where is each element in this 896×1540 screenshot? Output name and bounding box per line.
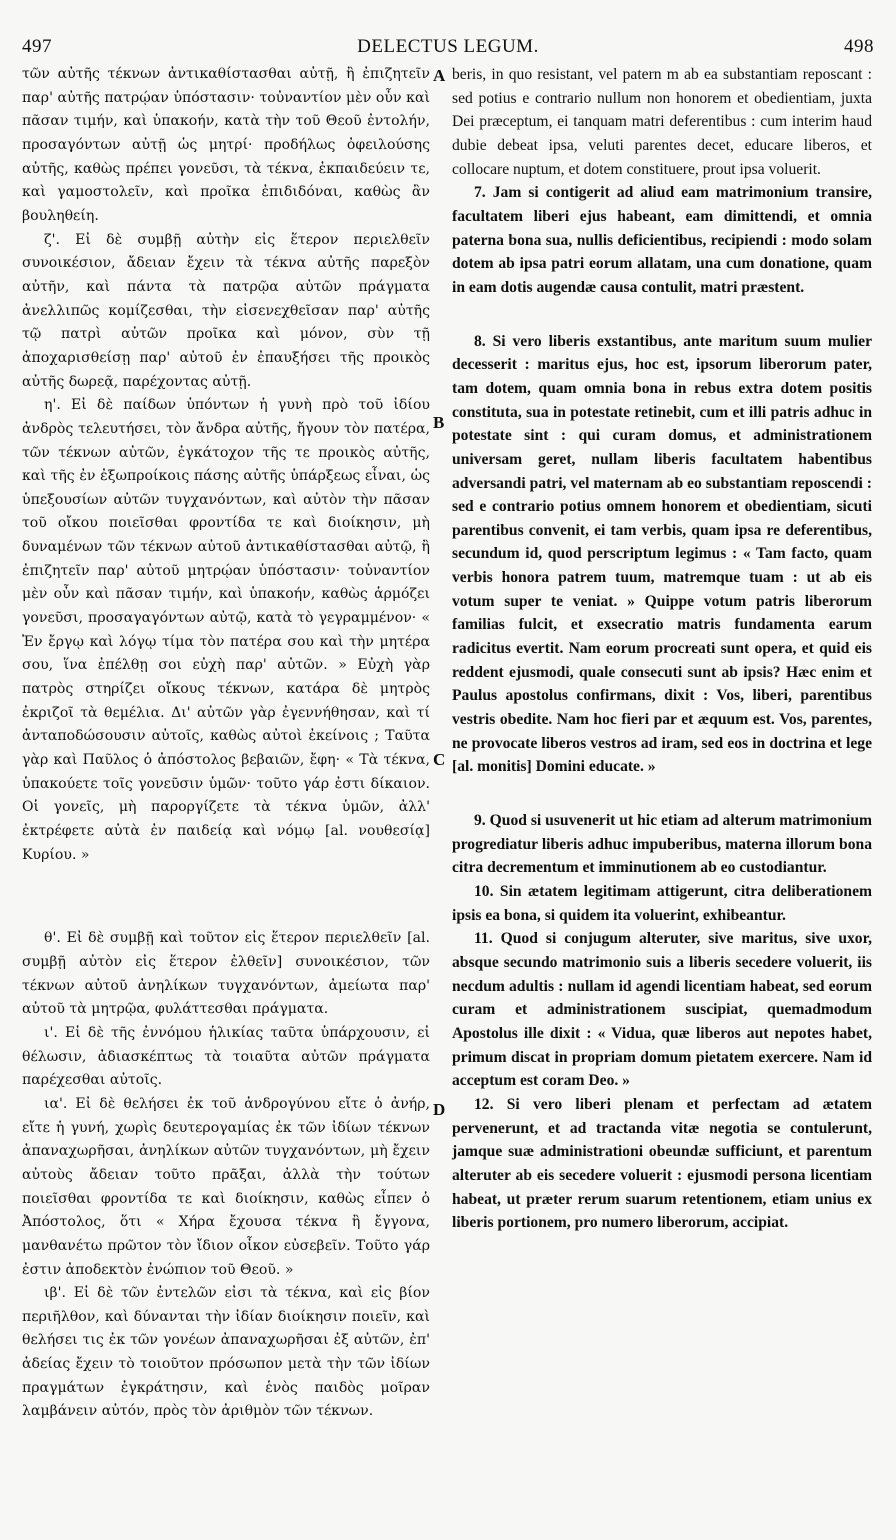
paragraph-number: 7. bbox=[474, 184, 486, 202]
latin-paragraph bbox=[452, 1093, 872, 1235]
latin-text: beris, in quo resistant, vel patern m ab ea substantiam reposcant : sed potius e contrario nullum non honorem et obedientiam, juxta Dei præceptum, ei tanquam matri deferentibus : cum interim haud dubie debeat ipsa, veluti parentes decet, educare liberos, et collocare nuptum, et dotem constituere, prout ipsa voluerit. bbox=[452, 66, 872, 178]
greek-paragraph: ια'. Εἰ δὲ θελήσει ἐκ τοῦ ἀνδρογύνου εἴτε ὁ ἀνήρ, εἴτε ἡ γυνή, χωρὶς δευτερογαμίας ἐκ τῶν ἰδίων τέκνων ἀπαναχωρῆσαι, ἀνηλίκων αὐτῶν τυγχανόντων, μὴ ἔχειν αὐτοὺς ἄδειαν τοῦτο πρᾶξαι, ἀλλὰ τὴν τούτων ποιεῖσθαι φροντίδα τε καὶ διοίκησιν, καθὼς εἶπεν ὁ Ἀπόστολος, ὅτι « Χήρα ἔχουσα τέκνα ἢ ἔγγονα, μανθανέτω πρῶτον τὸν ἴδιον οἶκον εὐσεβεῖν. Τοῦτο γάρ ἐστιν ἀποδεκτὸν ἐνώπιον τοῦ Θεοῦ. » bbox=[22, 1095, 430, 1278]
margin-marker-a: A bbox=[433, 66, 446, 85]
paragraph-number: 10. bbox=[474, 883, 494, 900]
paragraph-number: 11. bbox=[474, 930, 493, 948]
latin-paragraph bbox=[452, 880, 872, 927]
margin-marker-d: D bbox=[433, 1100, 446, 1119]
greek-paragraph: τῶν αὐτῆς τέκνων ἀντικαθίστασθαι αὐτῇ, ἢ ἐπιζητεῖν παρ' αὐτῆς πατρῴαν ὑπόστασιν· τοὐναντίον μὲν οὖν καὶ πᾶσαν τιμήν, καὶ ὑπακοήν, κατὰ τὴν τοῦ Θεοῦ ἐντολήν, προσαγόντων αὐτῇ ὡς μητρί· προδήλως ὀφειλούσης αὐτῆς, καθὼς πρέπει γονεῦσι, τὰ τέκνα, ἐκπαιδεύειν τε, καὶ γαμοστολεῖν, καὶ προῖκα ἐπιδιδόναι, καθὼς ἂν βουληθείη. bbox=[22, 66, 430, 224]
running-title: DELECTUS LEGUM. bbox=[357, 36, 539, 57]
greek-paragraph: ιβ'. Εἰ δὲ τῶν ἐντελῶν εἰσι τὰ τέκνα, καὶ εἰς βίον περιῆλθον, καὶ δύνανται τὴν ἰδίαν διοίκησιν ποιεῖν, καὶ θελήσει τις ἐκ τῶν γονέων ἀπαναχωρῆσαι ἐξ αὐτῶν, ἐπ' ἀδείας ἔχειν τὸ τοιοῦτον πρόσωπον μετὰ τὴν τῶν ἰδίων πραγμάτων ἐγκράτησιν, καὶ ἑνὸς παιδὸς μοῖραν λαμβάνειν αὐτόν, πρὸς τὸν ἀριθμὸν τῶν τέκνων. bbox=[22, 1285, 430, 1420]
latin-text: Quod si usuvenerit ut hic etiam ad alterum matrimonium progrediatur liberis adhuc impuberibus, materna illorum bona citra decrementum et imminutionem ab eo custodiantur. bbox=[452, 812, 872, 877]
latin-text: Si vero liberis exstantibus, ante maritum suum mulier decesserit : maritus ejus, hoc est, ipsorum liberorum pater, tam dotem, quam omnia bona in rebus extra dotem positis constituta, sua in potestate retinebit, cum et illi patris adhuc in potestate sint : qui curam domus, et administrationem universam geret, nullam liberis facultatem habentibus adversandi patri, vel maternam ab eo substantiam reposcendi : sed e contrario potius omnem honorem et obedientiam, sicuti parentibus convenit, ei tam verbis, quam ipsa re deferentibus, secundum id, quod perscriptum legimus : « Tam facto, quam verbis honora patrem tuum, matremque tuam : ut ab eis votum super te veniat. » Quippe votum patris liberorum familias fulcit, et exsecratio matris fundamenta earum radicitus evertit. Nam eorum procreati sunt opera, et quid eis reddent ejusmodi, quale consecuti sunt ab ipsis? Hæc enim et Paulus apostolus confirmans, dixit : Vos, liberi, parentibus vestris obedite. Nam hoc fieri par et æquum est. Vos, parentes, ne provocate liberos vestros ad iram, sed eos in doctrina et lege [al. monitis] Domini educate. » bbox=[452, 332, 872, 776]
greek-paragraph: ζ'. Εἰ δὲ συμβῇ αὐτὴν εἰς ἕτερον περιελθεῖν συνοικέσιον, ἄδειαν ἔχειν τὰ τέκνα αὐτῆς παρεξὸν αὐτῆν, καὶ πάντα τὰ πατρῷα αὐτῶν πράγματα ἀνελλιπῶς κομίζεσθαι, τὴν εἰσενεχθεῖσαν παρ' αὐτῆς τῷ πατρὶ αὐτῶν προῖκα καὶ μόνον, σὺν τῇ ἀποχαρισθείσῃ παρ' αὐτοῦ ἐν ἐπαυξήσει τῆς προικὸς αὐτῆς δωρεᾷ, παρέχοντας αὐτῇ. bbox=[22, 231, 430, 390]
greek-paragraph: ι'. Εἰ δὲ τῆς ἐννόμου ἡλικίας ταῦτα ὑπάρχουσιν, εἰ θέλωσιν, ἀδιασκέπτως τὰ τοιαῦτα αὐτῶν πράγματα παρέχεσθαι αὐτοῖς. bbox=[22, 1024, 430, 1089]
paragraph-number: 9. bbox=[474, 812, 486, 830]
page-number-left: 497 bbox=[22, 36, 52, 57]
latin-paragraph bbox=[452, 927, 872, 1093]
page-header bbox=[22, 36, 874, 60]
latin-column bbox=[452, 63, 872, 1235]
paragraph-number: 8. bbox=[474, 332, 486, 350]
latin-text: Sin ætatem legitimam attigerunt, citra deliberationem ipsis ea bona, si quidem ita voluerint, exhibeantur. bbox=[452, 883, 872, 924]
greek-column bbox=[22, 63, 430, 1424]
latin-paragraph bbox=[452, 809, 872, 880]
latin-paragraph bbox=[452, 181, 872, 299]
latin-paragraph bbox=[452, 330, 872, 779]
paragraph-number: 12. bbox=[474, 1095, 494, 1113]
latin-text: Si vero liberi plenam et perfectam ad ætatem pervenerunt, et ad tractanda vitæ negotia se contulerunt, jamque suæ administrationi obeundæ sufficiunt, et parentum alteruter ab eis secedere voluerit : ejusmodi persona licentiam habeat, ut præter rerum suarum retentionem, etiam unius ex liberis portionem, pro numero liberorum, accipiat. bbox=[452, 1095, 872, 1232]
greek-paragraph: θ'. Εἰ δὲ συμβῇ καὶ τοῦτον εἰς ἕτερον περιελθεῖν [al. συμβῇ αὐτὸν εἰς ἕτερον ἐλθεῖν] συνοικέσιον, τῶν τέκνων αὐτοῦ ἀνηλίκων τυγχανόντων, ἀμείωτα παρ' αὐτοῦ τὰ μητρῷα, φυλάττεσθαι πράγματα. bbox=[22, 930, 430, 1018]
latin-paragraph bbox=[452, 63, 872, 181]
margin-marker-b: B bbox=[433, 413, 445, 432]
page-number-right: 498 bbox=[844, 36, 874, 57]
greek-paragraph: η'. Εἰ δὲ παίδων ὑπόντων ἡ γυνὴ πρὸ τοῦ ἰδίου ἀνδρὸς τελευτήσει, τὸν ἄνδρα αὐτῆς, ἤγουν τὸν πατέρα, τῶν τέκνων αὐτῶν, ἐγκάτοχον τῆς τε προικὸς αὐτῆς, καὶ τῆς ἐν ἐξωπροίκοις πάσης αὐτῆς ὑπάρξεως εἶναι, ὡς ὑπεξουσίων αὐτῶν τυγχανόντων, καὶ αὐτὸν τὴν πᾶσαν τοῦ οἴκου ποιεῖσθαι φροντίδα τε καὶ διοίκησιν, μὴ δυναμένων τῶν τέκνων αὐτοῦ ἀντικαθίστασθαι αὐτῷ, ἢ ἐπιζητεῖν παρ' αὐτοῦ μητρῴαν ὑπόστασιν· τοὐναντίον μὲν οὖν καὶ πᾶσαν τιμήν, καὶ ὑπακοήν, καθὼς ἁρμόζει γονεῦσι, προσαγαγόντων αὐτῷ, κατὰ τὸ γεγραμμένον· « Ἐν ἔργῳ καὶ λόγῳ τίμα τὸν πατέρα σου καὶ τὴν μητέρα σου, ἵνα ἐπέλθῃ σοι εὐχὴ παρ' αὐτῶν. » Εὐχὴ γὰρ πατρὸς στηρίζει οἴκους τέκνων, κατάρα δὲ μητρὸς ἐκριζοῖ τὰ θεμέλια. Δι' αὐτῶν γὰρ ἐγεννήθησαν, καὶ τί ἀνταποδώσουσιν αὐτοῖς, καθὼς αὐτοὶ ἐκείνοις ; Ταῦτα γὰρ καὶ Παῦλος ὁ ἀπόστολος βεβαιῶν, ἔφη· « Τὰ τέκνα, ὑπακούετε τοῖς γονεῦσιν ὑμῶν· τοῦτο γάρ ἐστι δίκαιον. Οἱ γονεῖς, μὴ παροργίζετε τὰ τέκνα ὑμῶν, ἀλλ' ἐκτρέφετε αὐτὰ ἐν παιδείᾳ καὶ νόμῳ [al. νουθεσίᾳ] Κυρίου. » bbox=[22, 397, 430, 863]
margin-marker-c: C bbox=[433, 750, 446, 769]
latin-text: Quod si conjugum alteruter, sive maritus, sive uxor, absque secundo matrimonio suis a liberis secedere voluerit, iis necdum adultis : nullam id agendi licentiam habeat, sed eorum curam et administrationem suscipiat, quemadmodum Apostolus ille dixit : « Vidua, quæ liberos aut nepotes habet, primum discat in propriam domum pietatem exercere. Nam id acceptum est coram Deo. » bbox=[452, 930, 872, 1090]
latin-text: Jam si contigerit ad aliud eam matrimonium transire, facultatem liberi ejus habeant, eam dimittendi, et omnia paterna bona sua, nullis deficientibus, recipiendi : modo solam dotem ab ipsa patri eorum allatam, una cum donatione, quam in eam dotis augendæ causa contulit, matri præstent. bbox=[452, 184, 872, 296]
